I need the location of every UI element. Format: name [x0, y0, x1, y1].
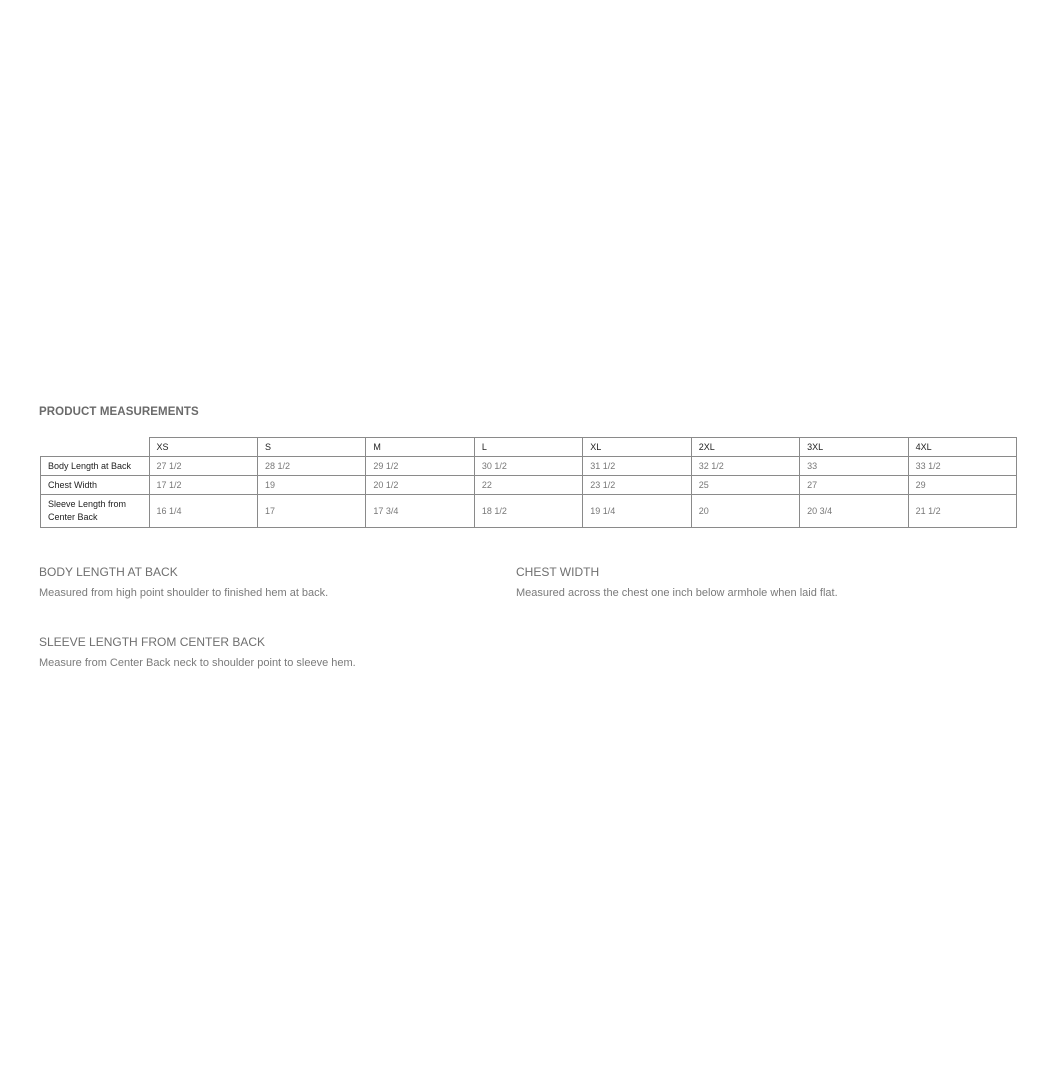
table-cell: 20 1/2	[366, 476, 474, 495]
size-header-xs: XS	[149, 438, 257, 457]
size-header-s: S	[257, 438, 365, 457]
table-cell: 17 1/2	[149, 476, 257, 495]
table-cell: 22	[474, 476, 582, 495]
table-row-body-length	[41, 457, 1017, 476]
table-cell: 17	[257, 495, 365, 528]
sleeve-length-description: Measure from Center Back neck to shoulder point to sleeve hem.	[39, 657, 356, 669]
table-cell: 32 1/2	[691, 457, 799, 476]
table-cell: 28 1/2	[257, 457, 365, 476]
table-cell: 25	[691, 476, 799, 495]
row-label: Body Length at Back	[41, 457, 150, 476]
size-header-row	[41, 438, 1017, 457]
chest-width-title: CHEST WIDTH	[516, 565, 600, 579]
table-cell: 19	[257, 476, 365, 495]
table-cell: 27	[800, 476, 908, 495]
size-header-l: L	[474, 438, 582, 457]
table-cell: 18 1/2	[474, 495, 582, 528]
table-row-chest-width	[41, 476, 1017, 495]
sleeve-length-title: SLEEVE LENGTH FROM CENTER BACK	[39, 635, 266, 649]
table-cell: 19 1/4	[583, 495, 691, 528]
table-cell: 33 1/2	[908, 457, 1016, 476]
table-cell: 33	[800, 457, 908, 476]
table-cell: 23 1/2	[583, 476, 691, 495]
size-header-3xl: 3XL	[800, 438, 908, 457]
table-cell: 20 3/4	[800, 495, 908, 528]
size-header-m: M	[366, 438, 474, 457]
size-chart-table	[40, 437, 1017, 528]
size-header-4xl: 4XL	[908, 438, 1016, 457]
table-cell: 31 1/2	[583, 457, 691, 476]
table-cell: 27 1/2	[149, 457, 257, 476]
table-cell: 29	[908, 476, 1016, 495]
table-cell: 16 1/4	[149, 495, 257, 528]
table-row-sleeve-length	[41, 495, 1017, 528]
size-header-2xl: 2XL	[691, 438, 799, 457]
table-corner-cell	[41, 438, 150, 457]
size-header-xl: XL	[583, 438, 691, 457]
body-length-title: BODY LENGTH AT BACK	[39, 565, 178, 579]
table-cell: 17 3/4	[366, 495, 474, 528]
chest-width-description: Measured across the chest one inch below armhole when laid flat.	[516, 587, 838, 599]
table-cell: 21 1/2	[908, 495, 1016, 528]
table-cell: 29 1/2	[366, 457, 474, 476]
table-cell: 20	[691, 495, 799, 528]
row-label: Chest Width	[41, 476, 150, 495]
page-title: PRODUCT MEASUREMENTS	[39, 406, 199, 418]
row-label: Sleeve Length from Center Back	[41, 495, 150, 528]
table-cell: 30 1/2	[474, 457, 582, 476]
body-length-description: Measured from high point shoulder to finished hem at back.	[39, 587, 329, 599]
